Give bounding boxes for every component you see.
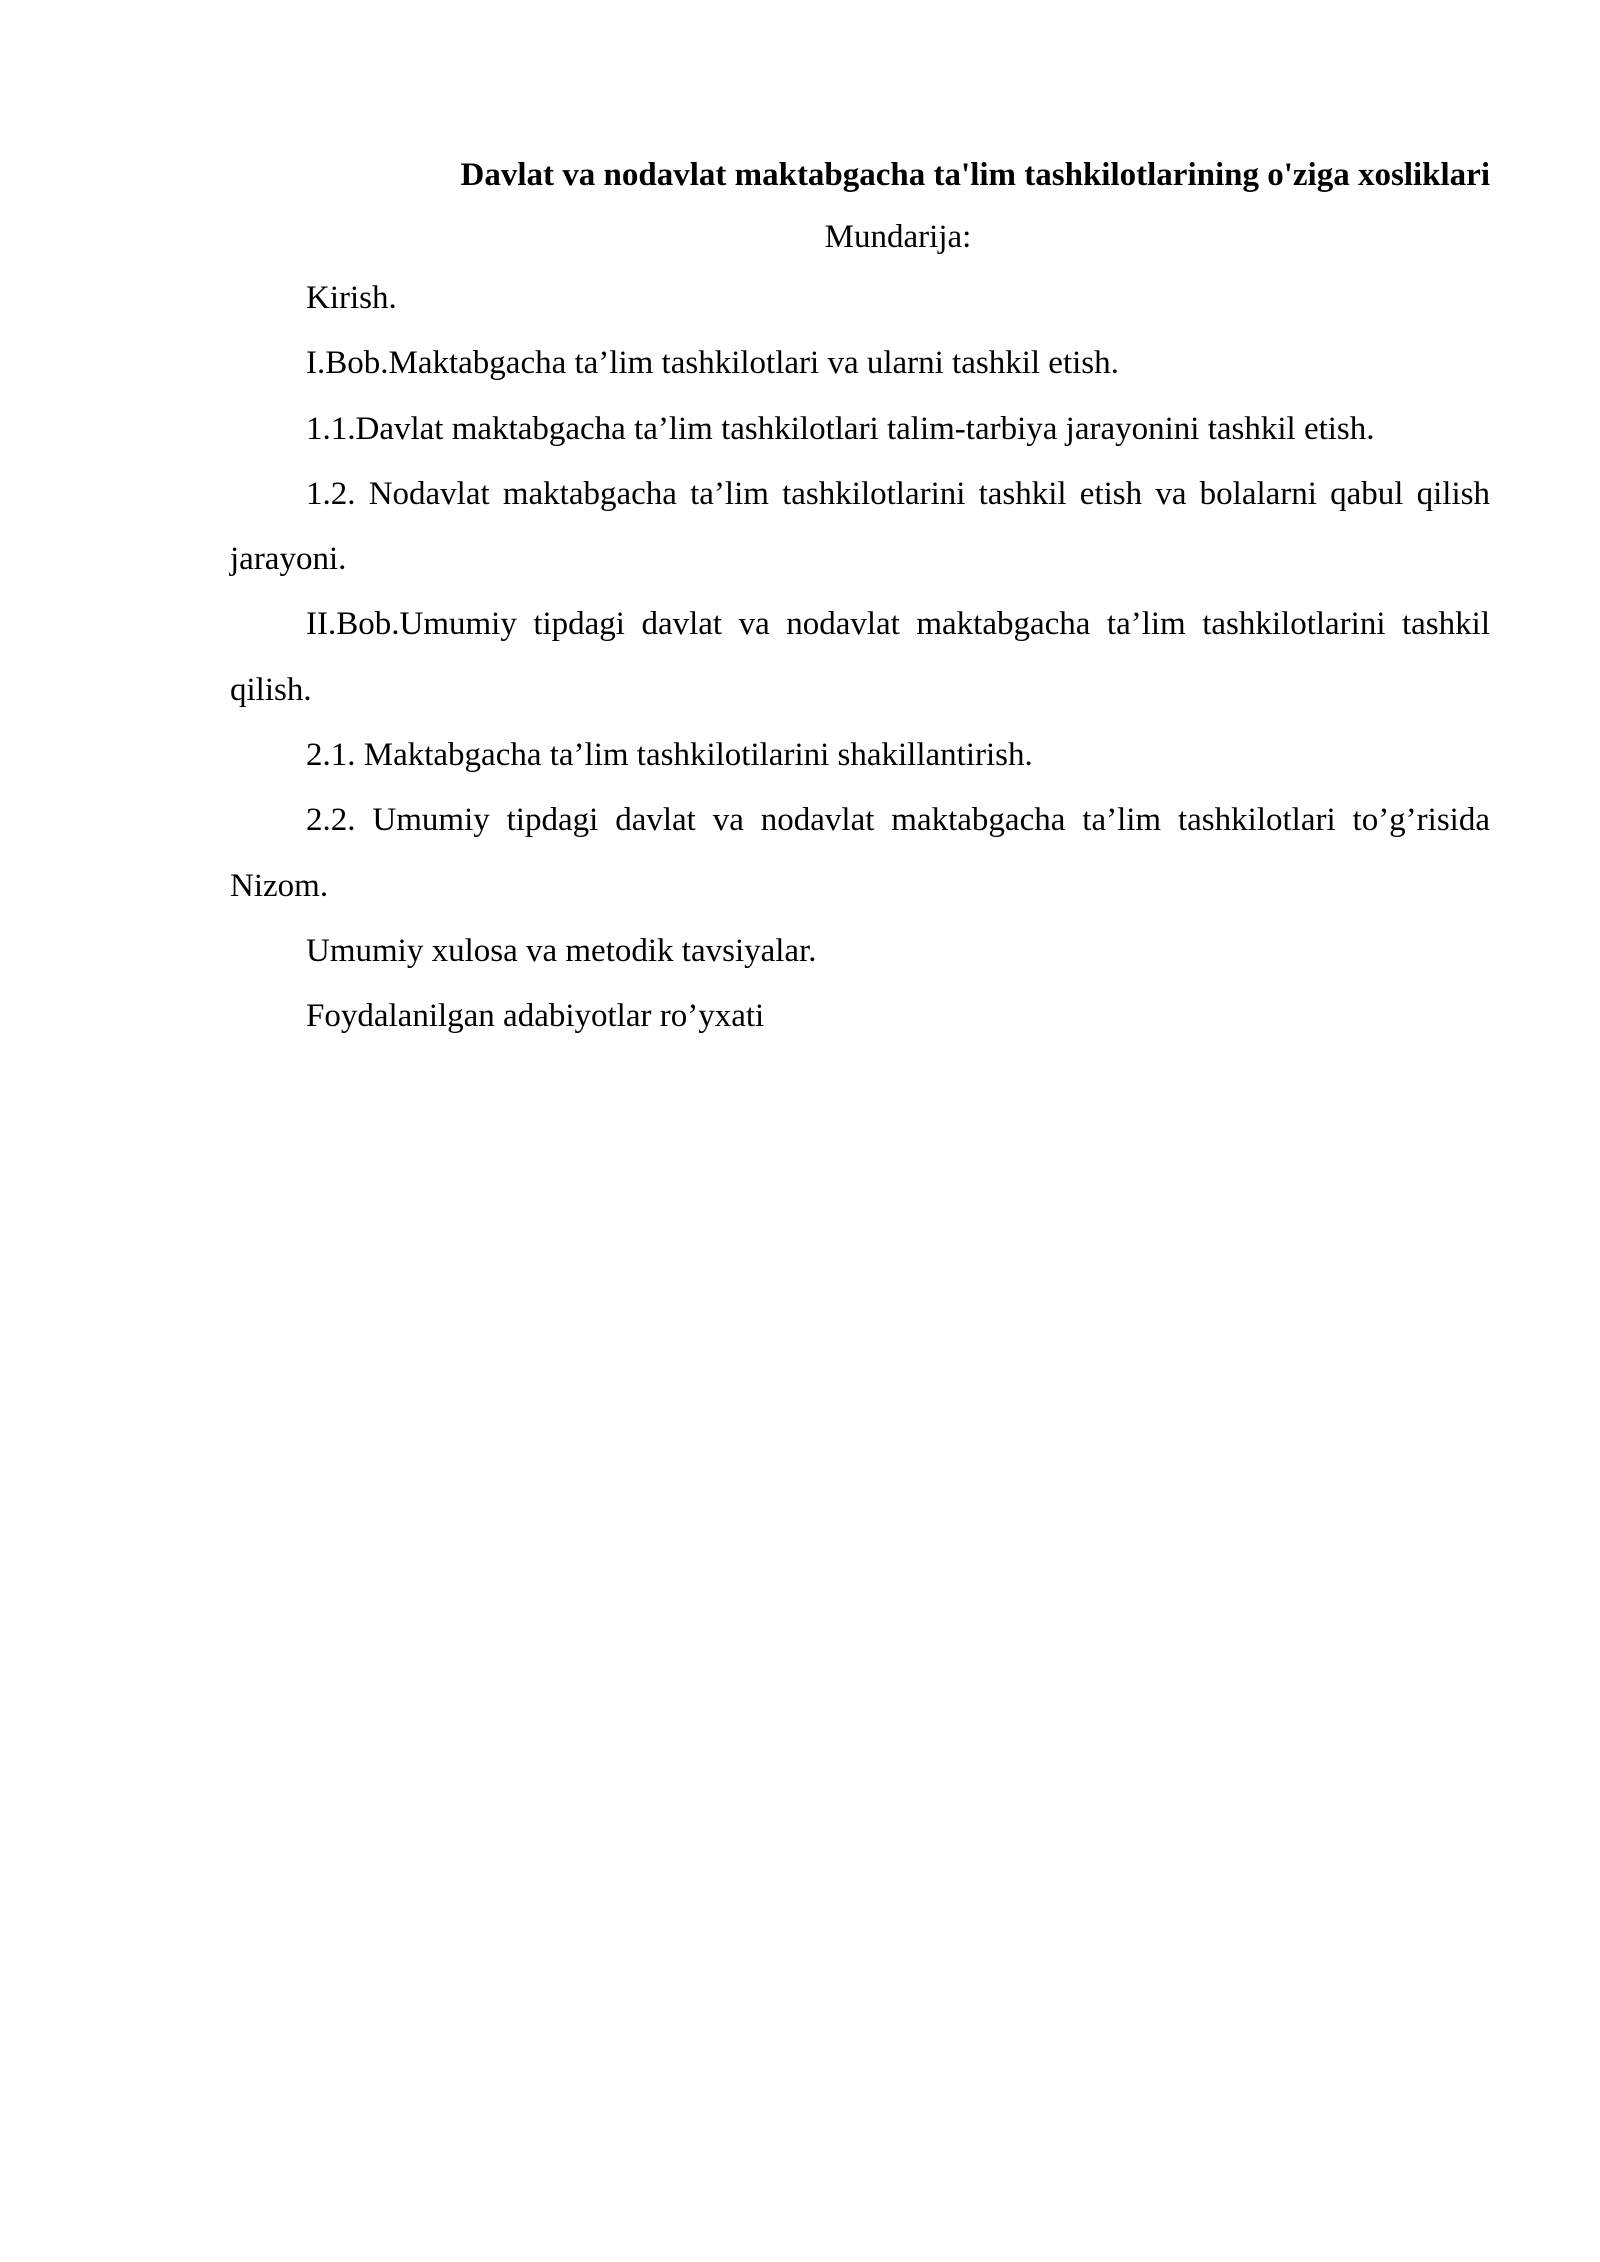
toc-item-section-2-2: 2.2. Umumiy tipdagi davlat va nodavlat maktabgacha ta’lim tashkilotlari to’g’risida Nizom. xyxy=(230,802,1490,904)
toc-item-section-1-2: 1.2. Nodavlat maktabgacha ta’lim tashkilotlarini tashkil etish va bolalarni qabul qilish jarayoni. xyxy=(230,475,1490,578)
toc-item-section-1-1: 1.1.Davlat maktabgacha ta’lim tashkilotlari talim-tarbiya jarayonini tashkil etish. xyxy=(306,410,1375,447)
table-of-contents xyxy=(230,266,1490,1050)
table-of-contents-heading: Mundarija: xyxy=(824,219,972,255)
toc-item-section-2-1: 2.1. Maktabgacha ta’lim tashkilotilarini shakillantirish. xyxy=(306,737,1033,774)
toc-item-conclusion: Umumiy xulosa va metodik tavsiyalar. xyxy=(306,932,817,969)
toc-item-introduction: Kirish. xyxy=(306,280,397,316)
toc-item-chapter-1: I.Bob.Maktabgacha ta’lim tashkilotlari va ularni tashkil etish. xyxy=(306,345,1119,382)
document-content xyxy=(230,146,1490,1050)
toc-item-references: Foydalanilgan adabiyotlar ro’yxati xyxy=(306,998,765,1035)
toc-item-chapter-2: II.Bob.Umumiy tipdagi davlat va nodavlat maktabgacha ta’lim tashkilotlarini tashkil qilish. xyxy=(230,606,1490,708)
document-title: Davlat va nodavlat maktabgacha ta'lim tashkilotlarining o'ziga xosliklari xyxy=(460,157,1490,193)
